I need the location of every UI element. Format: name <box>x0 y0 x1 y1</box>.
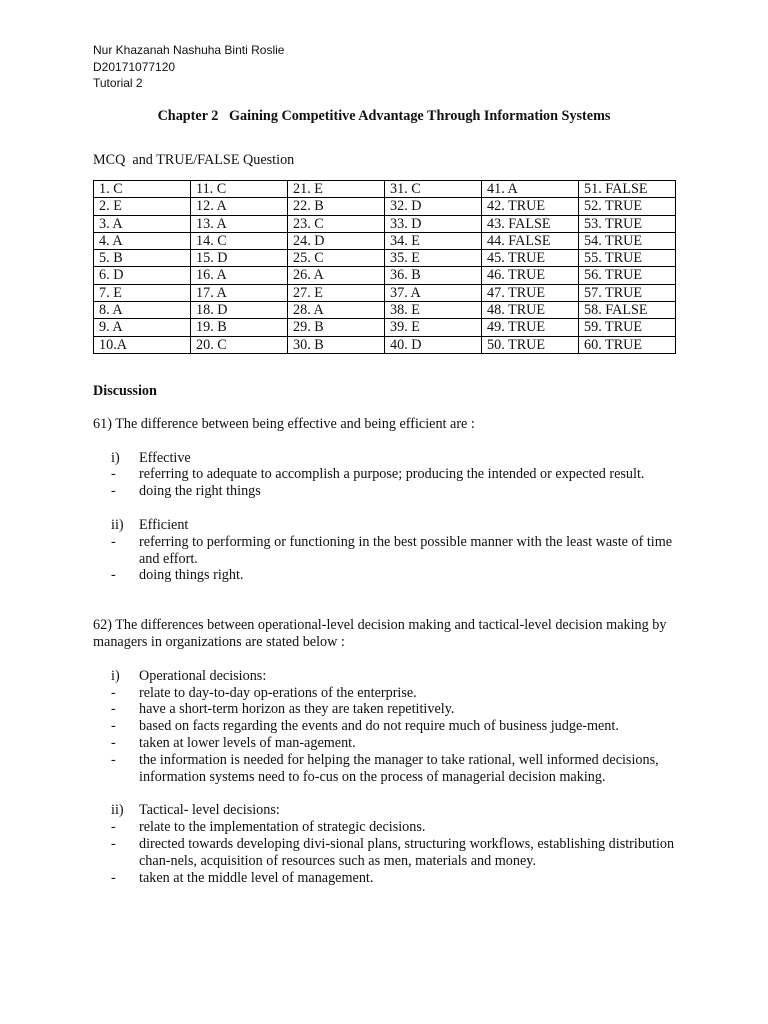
answer-cell: 18. D <box>191 302 288 319</box>
q62-tactical <box>93 802 693 886</box>
list-item: - relate to the implementation of strategic decisions. <box>111 819 426 836</box>
answer-cell: 42. TRUE <box>482 198 579 215</box>
list-item: - referring to performing or functioning in the best possible manner with the least waste of time and effort. <box>111 533 673 567</box>
answer-cell: 31. C <box>385 181 482 198</box>
answer-cell: 32. D <box>385 198 482 215</box>
sub-title: Operational decisions: <box>139 667 267 684</box>
answer-cell: 50. TRUE <box>482 336 579 353</box>
answer-cell: 28. A <box>288 302 385 319</box>
answer-cell: 3. A <box>94 215 191 232</box>
answer-cell: 56. TRUE <box>579 267 676 284</box>
answer-cell: 9. A <box>94 319 191 336</box>
answer-cell: 23. C <box>288 215 385 232</box>
answer-cell: 44. FALSE <box>482 232 579 249</box>
answer-cell: 30. B <box>288 336 385 353</box>
table-row <box>94 198 676 215</box>
answer-cell: 52. TRUE <box>579 198 676 215</box>
answer-cell: 39. E <box>385 319 482 336</box>
bullet-list <box>111 685 693 786</box>
list-item: - directed towards developing divi-sional plans, structuring workflows, establishing distribution chan-nels, acquisition of resources such as men, materials and money. <box>111 835 675 869</box>
answer-cell: 58. FALSE <box>579 302 676 319</box>
answer-cell: 8. A <box>94 302 191 319</box>
sub-title: Effective <box>139 449 191 466</box>
table-row <box>94 319 676 336</box>
bullet-list <box>111 819 693 886</box>
answer-cell: 59. TRUE <box>579 319 676 336</box>
list-item: - the information is needed for helping the manager to take rational, well informed decisions, information systems need to fo-cus on the process of managerial decision making. <box>111 751 659 785</box>
answer-cell: 53. TRUE <box>579 215 676 232</box>
answer-cell: 11. C <box>191 181 288 198</box>
bullet-list <box>111 466 693 500</box>
answer-cell: 26. A <box>288 267 385 284</box>
student-id: D20171077120 <box>93 59 176 74</box>
q62-operational <box>93 668 693 786</box>
student-header <box>93 42 284 92</box>
answer-cell: 49. TRUE <box>482 319 579 336</box>
answer-cell: 16. A <box>191 267 288 284</box>
answer-cell: 6. D <box>94 267 191 284</box>
table-row <box>94 302 676 319</box>
sub-number: ii) <box>111 516 124 533</box>
answer-cell: 4. A <box>94 232 191 249</box>
list-item: - taken at the middle level of management. <box>111 869 374 886</box>
question-62: 62) The differences between operational-level decision making and tactical-level decision making by managers in organizations are stated below : <box>93 617 667 650</box>
question-61: 61) The difference between being effective and being efficient are : <box>93 415 475 432</box>
sub-title: Tactical- level decisions: <box>139 802 280 819</box>
answer-cell: 21. E <box>288 181 385 198</box>
answer-table <box>93 180 676 354</box>
answer-cell: 7. E <box>94 284 191 301</box>
list-item: - referring to adequate to accomplish a purpose; producing the intended or expected result. <box>111 466 645 483</box>
list-item: - taken at lower levels of man-agement. <box>111 734 356 751</box>
answer-cell: 5. B <box>94 250 191 267</box>
answer-cell: 48. TRUE <box>482 302 579 319</box>
table-row <box>94 284 676 301</box>
sub-number: i) <box>111 449 120 466</box>
answer-cell: 15. D <box>191 250 288 267</box>
discussion-section <box>93 383 693 886</box>
student-name: Nur Khazanah Nashuha Binti Roslie <box>93 43 285 57</box>
answer-cell: 27. E <box>288 284 385 301</box>
answer-cell: 24. D <box>288 232 385 249</box>
answer-cell: 54. TRUE <box>579 232 676 249</box>
bullet-list <box>111 534 693 584</box>
answer-cell: 36. B <box>385 267 482 284</box>
answer-cell: 14. C <box>191 232 288 249</box>
answer-cell: 40. D <box>385 336 482 353</box>
table-row <box>94 336 676 353</box>
answer-cell: 41. A <box>482 181 579 198</box>
answer-cell: 46. TRUE <box>482 267 579 284</box>
tutorial-label: Tutorial 2 <box>93 76 143 90</box>
answer-cell: 57. TRUE <box>579 284 676 301</box>
table-row <box>94 232 676 249</box>
answer-cell: 13. A <box>191 215 288 232</box>
answer-cell: 33. D <box>385 215 482 232</box>
list-item: - doing things right. <box>111 567 244 584</box>
answer-cell: 34. E <box>385 232 482 249</box>
answer-cell: 47. TRUE <box>482 284 579 301</box>
table-row <box>94 267 676 284</box>
table-row <box>94 250 676 267</box>
answer-cell: 22. B <box>288 198 385 215</box>
table-row <box>94 215 676 232</box>
answer-cell: 45. TRUE <box>482 250 579 267</box>
q61-efficient <box>93 517 693 584</box>
list-item: - doing the right things <box>111 483 261 500</box>
answer-cell: 2. E <box>94 198 191 215</box>
sub-number: i) <box>111 667 120 684</box>
answer-cell: 35. E <box>385 250 482 267</box>
mcq-heading: MCQ and TRUE/FALSE Question <box>93 152 295 168</box>
answer-cell: 29. B <box>288 319 385 336</box>
answer-cell: 10.A <box>94 336 191 353</box>
answer-cell: 55. TRUE <box>579 250 676 267</box>
q61-effective <box>93 450 693 500</box>
discussion-heading: Discussion <box>93 383 157 399</box>
answer-cell: 43. FALSE <box>482 215 579 232</box>
answer-cell: 12. A <box>191 198 288 215</box>
sub-number: ii) <box>111 802 124 819</box>
list-item: - relate to day-to-day op-erations of the enterprise. <box>111 684 417 701</box>
answer-cell: 19. B <box>191 319 288 336</box>
chapter-title: Chapter 2 Gaining Competitive Advantage Through Information Systems <box>157 108 611 124</box>
list-item: - based on facts regarding the events and do not require much of business judge-ment. <box>111 718 619 735</box>
answer-cell: 38. E <box>385 302 482 319</box>
answer-cell: 25. C <box>288 250 385 267</box>
answer-cell: 37. A <box>385 284 482 301</box>
answer-cell: 17. A <box>191 284 288 301</box>
list-item: - have a short-term horizon as they are taken repetitively. <box>111 701 455 718</box>
answer-cell: 20. C <box>191 336 288 353</box>
sub-title: Efficient <box>139 516 189 533</box>
answer-cell: 60. TRUE <box>579 336 676 353</box>
answer-cell: 51. FALSE <box>579 181 676 198</box>
answer-cell: 1. C <box>94 181 191 198</box>
table-row <box>94 181 676 198</box>
